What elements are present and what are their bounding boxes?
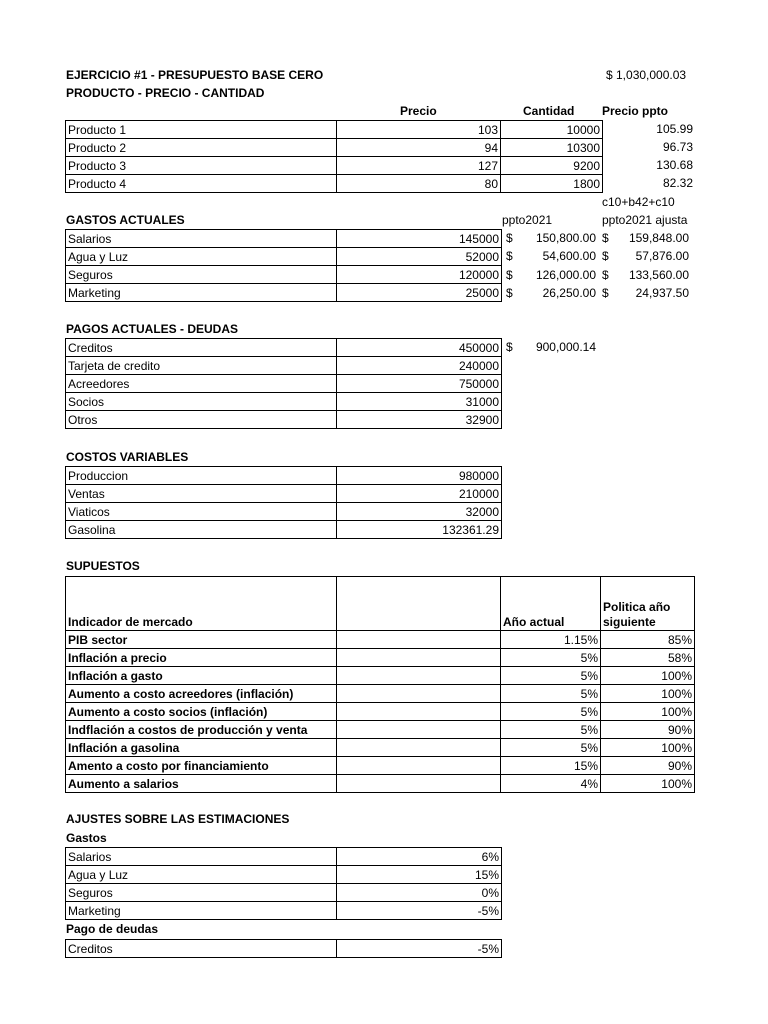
- indicador-politica[interactable]: 85%: [601, 631, 695, 649]
- table-row: [66, 757, 695, 775]
- gasto-ppto: 26,250.00: [542, 286, 596, 300]
- table-row: [66, 467, 502, 485]
- indicador-name[interactable]: Inflación a gasolina: [66, 739, 337, 757]
- table-row: [66, 121, 603, 139]
- pago-value[interactable]: 450000: [337, 339, 502, 357]
- gasto-ppto: 126,000.00: [535, 268, 596, 282]
- gasto-ajusta: 159,848.00: [628, 231, 689, 245]
- producto-precio[interactable]: 80: [337, 175, 501, 193]
- creditos-ppto: 900,000.14: [535, 340, 596, 354]
- gasto-ajusta-cell[interactable]: [602, 230, 689, 246]
- currency-symbol: $: [602, 249, 609, 263]
- gasto-name[interactable]: Agua y Luz: [66, 248, 337, 266]
- table-row: [66, 521, 502, 539]
- indicador-name[interactable]: Inflación a precio: [66, 649, 337, 667]
- indicador-name[interactable]: Aumento a costo socios (inflación): [66, 703, 337, 721]
- pago-name[interactable]: Acreedores: [66, 375, 337, 393]
- col-precio-ppto-header: Precio ppto: [602, 104, 669, 118]
- table-row: [66, 411, 502, 429]
- pago-value[interactable]: 240000: [337, 357, 502, 375]
- producto-precio[interactable]: 94: [337, 139, 501, 157]
- ajuste-value[interactable]: 0%: [337, 884, 502, 902]
- table-row: [66, 175, 603, 193]
- gasto-ajusta-cell[interactable]: [602, 248, 689, 264]
- ajuste-name[interactable]: Salarios: [66, 848, 337, 866]
- costo-value[interactable]: 210000: [337, 485, 502, 503]
- gasto-ppto-cell[interactable]: [506, 285, 596, 301]
- table-row: [66, 248, 502, 266]
- costo-name[interactable]: Produccion: [66, 467, 337, 485]
- table-header-row: [66, 577, 695, 631]
- currency-symbol: $: [506, 231, 513, 245]
- costo-value[interactable]: 132361.29: [337, 521, 502, 539]
- table-row: [66, 230, 502, 248]
- pago-name[interactable]: Tarjeta de credito: [66, 357, 337, 375]
- empty-cell[interactable]: [337, 721, 501, 739]
- gasto-ppto-cell[interactable]: [506, 248, 596, 264]
- col-cantidad-header: Cantidad: [523, 104, 575, 118]
- ajustes-deudas-table: [65, 939, 502, 958]
- indicador-politica[interactable]: 100%: [601, 739, 695, 757]
- producto-precio[interactable]: 127: [337, 157, 501, 175]
- currency-symbol: $: [506, 249, 513, 263]
- table-row: [66, 775, 695, 793]
- page-title: EJERCICIO #1 - PRESUPUESTO BASE CERO: [66, 68, 324, 82]
- costo-name[interactable]: Gasolina: [66, 521, 337, 539]
- ajustes-gastos-table: [65, 847, 502, 920]
- producto-cantidad[interactable]: 10300: [501, 139, 603, 157]
- creditos-ppto-cell[interactable]: [506, 339, 596, 355]
- pago-value[interactable]: 750000: [337, 375, 502, 393]
- costo-name[interactable]: Ventas: [66, 485, 337, 503]
- producto-name[interactable]: Producto 3: [66, 157, 337, 175]
- table-row: [66, 157, 603, 175]
- currency-symbol: $: [602, 268, 609, 282]
- indicador-actual[interactable]: 5%: [501, 739, 601, 757]
- empty-cell[interactable]: [337, 703, 501, 721]
- table-row: [66, 393, 502, 411]
- producto-cantidad[interactable]: 1800: [501, 175, 603, 193]
- col-ppto2021-header: ppto2021: [502, 213, 553, 227]
- currency-symbol: $: [506, 268, 513, 282]
- table-row: [66, 375, 502, 393]
- table-row: [66, 848, 502, 866]
- pago-value[interactable]: 32900: [337, 411, 502, 429]
- indicador-name[interactable]: Inflación a gasto: [66, 667, 337, 685]
- table-row: [66, 685, 695, 703]
- gasto-ppto-cell[interactable]: [506, 267, 596, 283]
- pago-name[interactable]: Socios: [66, 393, 337, 411]
- indicador-name[interactable]: PIB sector: [66, 631, 337, 649]
- table-row: [66, 667, 695, 685]
- table-row: [66, 357, 502, 375]
- empty-cell[interactable]: [337, 631, 501, 649]
- gasto-ajusta: 57,876.00: [635, 249, 689, 263]
- total-amount: $ 1,030,000.03: [606, 68, 687, 82]
- indicador-name[interactable]: Amento a costo por financiamiento: [66, 757, 337, 775]
- ajustes-gastos-label: Gastos: [66, 831, 107, 845]
- producto-cantidad[interactable]: 9200: [501, 157, 603, 175]
- table-row: [66, 485, 502, 503]
- pagos-section-title: PAGOS ACTUALES - DEUDAS: [66, 322, 239, 336]
- ajuste-name[interactable]: Agua y Luz: [66, 866, 337, 884]
- producto-precio-ppto[interactable]: 82.32: [662, 176, 693, 190]
- table-row: [66, 902, 502, 920]
- costo-value[interactable]: 32000: [337, 503, 502, 521]
- costos-table: [65, 466, 502, 539]
- currency-symbol: $: [506, 340, 513, 354]
- table-row: [66, 649, 695, 667]
- ajuste-value[interactable]: 15%: [337, 866, 502, 884]
- table-row: [66, 884, 502, 902]
- col-precio-header: Precio: [400, 104, 437, 118]
- col-ano-actual-header: Año actual: [501, 577, 601, 631]
- ajuste-name[interactable]: Creditos: [66, 940, 337, 958]
- empty-cell[interactable]: [337, 739, 501, 757]
- table-row: [66, 940, 502, 958]
- producto-precio-ppto[interactable]: 105.99: [656, 122, 693, 136]
- indicador-politica[interactable]: 90%: [601, 721, 695, 739]
- formula-note[interactable]: c10+b42+c10: [602, 195, 675, 209]
- indicador-politica[interactable]: 58%: [601, 649, 695, 667]
- gasto-ajusta-cell[interactable]: [602, 285, 689, 301]
- gasto-ppto: 150,800.00: [535, 231, 596, 245]
- page-subtitle: PRODUCTO - PRECIO - CANTIDAD: [66, 86, 265, 100]
- indicador-actual[interactable]: 5%: [501, 685, 601, 703]
- gastos-section-title: GASTOS ACTUALES: [66, 213, 185, 227]
- table-row: [66, 631, 695, 649]
- ajustes-section-title: AJUSTES SOBRE LAS ESTIMACIONES: [66, 812, 290, 826]
- indicador-actual[interactable]: 5%: [501, 649, 601, 667]
- supuestos-section-title: SUPUESTOS: [66, 559, 140, 573]
- producto-precio[interactable]: 103: [337, 121, 501, 139]
- col-indicador-header: Indicador de mercado: [66, 577, 337, 631]
- gasto-ppto-cell[interactable]: [506, 230, 596, 246]
- pagos-table: [65, 338, 502, 429]
- supuestos-table: [65, 576, 695, 793]
- table-row: [66, 721, 695, 739]
- ajustes-deudas-label: Pago de deudas: [66, 922, 159, 936]
- productos-table: [65, 120, 603, 193]
- costo-name[interactable]: Viaticos: [66, 503, 337, 521]
- indicador-name[interactable]: Aumento a salarios: [66, 775, 337, 793]
- gasto-value[interactable]: 145000: [337, 230, 502, 248]
- ajuste-value[interactable]: 6%: [337, 848, 502, 866]
- gasto-name[interactable]: Salarios: [66, 230, 337, 248]
- indicador-actual[interactable]: 4%: [501, 775, 601, 793]
- gasto-ajusta-cell[interactable]: [602, 267, 689, 283]
- gastos-table: [65, 229, 502, 302]
- gasto-value[interactable]: 25000: [337, 284, 502, 302]
- producto-name[interactable]: Producto 2: [66, 139, 337, 157]
- indicador-actual[interactable]: 15%: [501, 757, 601, 775]
- currency-symbol: $: [602, 286, 609, 300]
- ajuste-value[interactable]: -5%: [337, 902, 502, 920]
- table-row: [66, 739, 695, 757]
- gasto-value[interactable]: 52000: [337, 248, 502, 266]
- indicador-name[interactable]: Indflación a costos de producción y venta: [66, 721, 337, 739]
- table-row: [66, 339, 502, 357]
- ajuste-name[interactable]: Seguros: [66, 884, 337, 902]
- pago-value[interactable]: 31000: [337, 393, 502, 411]
- empty-cell[interactable]: [337, 667, 501, 685]
- indicador-politica[interactable]: 100%: [601, 685, 695, 703]
- pago-name[interactable]: Creditos: [66, 339, 337, 357]
- indicador-actual[interactable]: 5%: [501, 721, 601, 739]
- empty-cell[interactable]: [337, 757, 501, 775]
- empty-header-cell: [337, 577, 501, 631]
- gasto-ppto: 54,600.00: [542, 249, 596, 263]
- indicador-politica[interactable]: 100%: [601, 775, 695, 793]
- table-row: [66, 503, 502, 521]
- producto-name[interactable]: Producto 1: [66, 121, 337, 139]
- producto-precio-ppto[interactable]: 96.73: [662, 140, 693, 154]
- table-row: [66, 139, 603, 157]
- costos-section-title: COSTOS VARIABLES: [66, 450, 189, 464]
- costo-value[interactable]: 980000: [337, 467, 502, 485]
- currency-symbol: $: [506, 286, 513, 300]
- indicador-politica[interactable]: 90%: [601, 757, 695, 775]
- gasto-name[interactable]: Seguros: [66, 266, 337, 284]
- indicador-actual[interactable]: 5%: [501, 703, 601, 721]
- empty-cell[interactable]: [337, 649, 501, 667]
- table-row: [66, 703, 695, 721]
- ajuste-name[interactable]: Marketing: [66, 902, 337, 920]
- indicador-actual[interactable]: 5%: [501, 667, 601, 685]
- col-politica-header: Politica año siguiente: [601, 577, 695, 631]
- currency-symbol: $: [602, 231, 609, 245]
- indicador-name[interactable]: Aumento a costo acreedores (inflación): [66, 685, 337, 703]
- gasto-ajusta: 24,937.50: [635, 286, 689, 300]
- gasto-ajusta: 133,560.00: [628, 268, 689, 282]
- indicador-politica[interactable]: 100%: [601, 703, 695, 721]
- gasto-value[interactable]: 120000: [337, 266, 502, 284]
- gasto-name[interactable]: Marketing: [66, 284, 337, 302]
- producto-name[interactable]: Producto 4: [66, 175, 337, 193]
- table-row: [66, 266, 502, 284]
- empty-cell[interactable]: [337, 685, 501, 703]
- indicador-politica[interactable]: 100%: [601, 667, 695, 685]
- indicador-actual[interactable]: 1.15%: [501, 631, 601, 649]
- producto-precio-ppto[interactable]: 130.68: [656, 158, 693, 172]
- producto-cantidad[interactable]: 10000: [501, 121, 603, 139]
- table-row: [66, 284, 502, 302]
- table-row: [66, 866, 502, 884]
- empty-cell[interactable]: [337, 775, 501, 793]
- pago-name[interactable]: Otros: [66, 411, 337, 429]
- col-ppto2021-ajusta-header: ppto2021 ajusta: [602, 213, 688, 227]
- ajuste-value[interactable]: -5%: [337, 940, 502, 958]
